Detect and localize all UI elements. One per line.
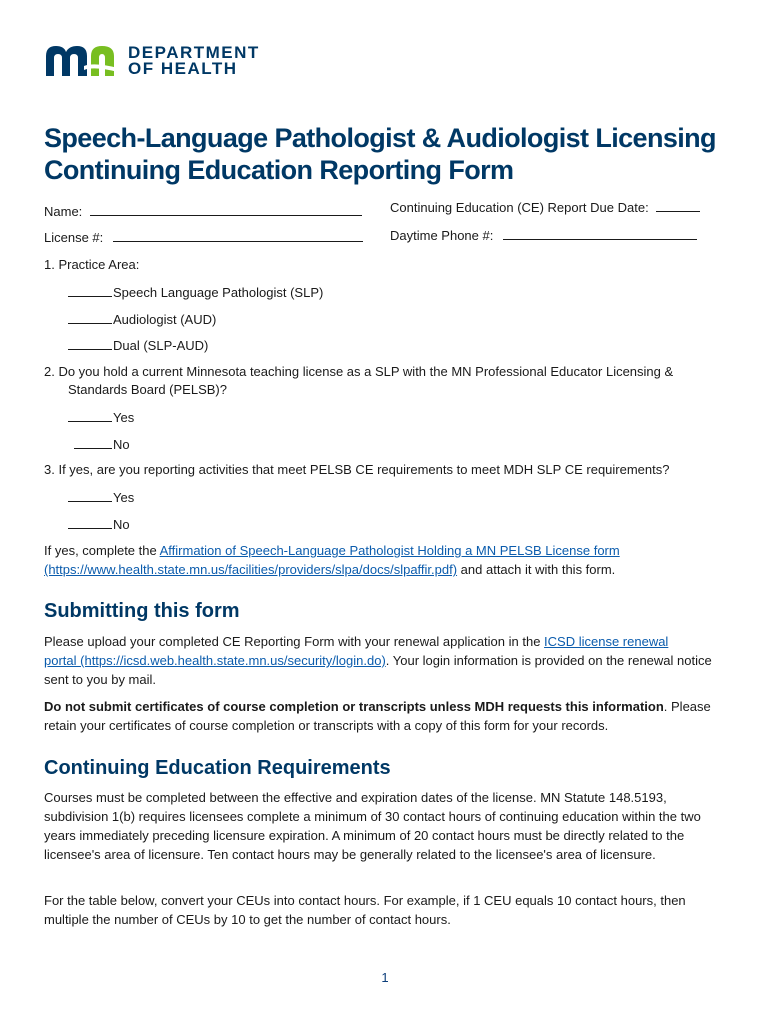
q1-option-dual-label: Dual (SLP-AUD): [113, 338, 209, 353]
q2-option-yes[interactable]: [68, 408, 134, 427]
page-number: 1: [381, 970, 389, 985]
q2-line-2: Standards Board (PELSB)?: [68, 382, 227, 397]
q2-option-yes-label: Yes: [113, 410, 135, 425]
q3-option-no[interactable]: [68, 515, 130, 534]
submitting-p1-suffix: . Your login information is provided on the renewal notice sent to you by mail.: [44, 653, 712, 687]
phone-field[interactable]: [390, 226, 697, 245]
due-date-field[interactable]: [390, 198, 700, 217]
affirmation-prefix: If yes, complete the: [44, 543, 160, 558]
logo-line-1: DEPARTMENT: [128, 43, 260, 62]
q1-option-dual[interactable]: [68, 336, 208, 355]
license-field[interactable]: [44, 228, 363, 247]
submitting-p2-bold: Do not submit certificates of course completion or transcripts unless MDH requests this information: [44, 699, 664, 714]
due-date-input-line[interactable]: [656, 198, 700, 212]
license-input-line[interactable]: [113, 228, 363, 242]
affirmation-form-link[interactable]: Affirmation of Speech-Language Pathologist Holding a MN PELSB License form: [159, 543, 620, 558]
q1-option-aud[interactable]: [68, 310, 216, 329]
phone-label: Daytime Phone #:: [390, 228, 494, 243]
title-line-2: Continuing Education Reporting Form: [44, 155, 514, 185]
q3-option-yes[interactable]: [68, 488, 134, 507]
title-line-1: Speech-Language Pathologist & Audiologist Licensing: [44, 123, 716, 153]
affirmation-suffix: and attach it with this form.: [457, 562, 616, 577]
license-label: License #:: [44, 230, 104, 245]
logo-line-2: OF HEALTH: [128, 59, 238, 78]
submitting-p2-rest: . Please retain your certificates of course completion or transcripts with a copy of this form for your records.: [44, 699, 711, 733]
q3-option-no-blank[interactable]: [68, 515, 112, 529]
affirmation-url-link[interactable]: (https://www.health.state.mn.us/facilities/providers/slpa/docs/slpaffir.pdf): [44, 562, 458, 577]
requirements-paragraph-2: For the table below, convert your CEUs into contact hours. For example, if 1 CEU equals 10 contact hours, then multiple the number of CEUs by 10 to get the number of contact hours.: [44, 893, 686, 927]
q2-line-1: 2. Do you hold a current Minnesota teaching license as a SLP with the MN Professional Educator Licensing &: [44, 364, 674, 379]
due-date-label: Continuing Education (CE) Report Due Date:: [390, 200, 649, 215]
name-field[interactable]: [44, 202, 362, 221]
requirements-paragraph-1: Courses must be completed between the effective and expiration dates of the license. MN Statute 148.5193, subdivision 1(b) requires licensees complete a minimum of 30 contact hours of continuing education within the two years immediately preceding licensure expiration. A minimum of 20 contact hours must be directly related to the licensee's area of licensure. Ten contact hours may be generally related to the licensee's area of licensure.: [44, 790, 701, 862]
q1-option-slp[interactable]: [68, 283, 323, 302]
mn-department-of-health-logo: [44, 44, 260, 78]
submitting-paragraph-2: [44, 697, 734, 735]
q2-option-no[interactable]: [74, 435, 130, 454]
q1-option-slp-blank[interactable]: [68, 283, 112, 297]
submitting-p1-prefix: Please upload your completed CE Reporting Form with your renewal application in the: [44, 634, 545, 649]
icsd-renewal-link[interactable]: ICSD license renewal: [544, 634, 669, 649]
q1-option-aud-blank[interactable]: [68, 310, 112, 324]
phone-input-line[interactable]: [503, 226, 697, 240]
affirmation-paragraph: [44, 541, 734, 579]
name-label: Name:: [44, 204, 83, 219]
q2-option-no-blank[interactable]: [74, 435, 112, 449]
submitting-heading: Submitting this form: [44, 600, 240, 622]
name-input-line[interactable]: [90, 202, 362, 216]
q3-option-yes-blank[interactable]: [68, 488, 112, 502]
q1-option-slp-label: Speech Language Pathologist (SLP): [113, 285, 324, 300]
logo-wordmark: [128, 45, 260, 77]
q2-option-yes-blank[interactable]: [68, 408, 112, 422]
q3-label: 3. If yes, are you reporting activities that meet PELSB CE requirements to meet MDH SLP CE requirements?: [44, 462, 670, 477]
q1-option-aud-label: Audiologist (AUD): [113, 312, 217, 327]
submitting-paragraph-1: [44, 632, 734, 689]
requirements-heading: Continuing Education Requirements: [44, 757, 391, 779]
icsd-portal-link[interactable]: portal (https://icsd.web.health.state.mn.us/security/login.do): [44, 653, 386, 668]
q1-option-dual-blank[interactable]: [68, 336, 112, 350]
q3-option-no-label: No: [113, 517, 130, 532]
mn-logo-icon: [44, 44, 120, 78]
q3-option-yes-label: Yes: [113, 490, 135, 505]
page-title: [44, 122, 734, 186]
q2-option-no-label: No: [113, 437, 130, 452]
q1-label: 1. Practice Area:: [44, 257, 140, 272]
